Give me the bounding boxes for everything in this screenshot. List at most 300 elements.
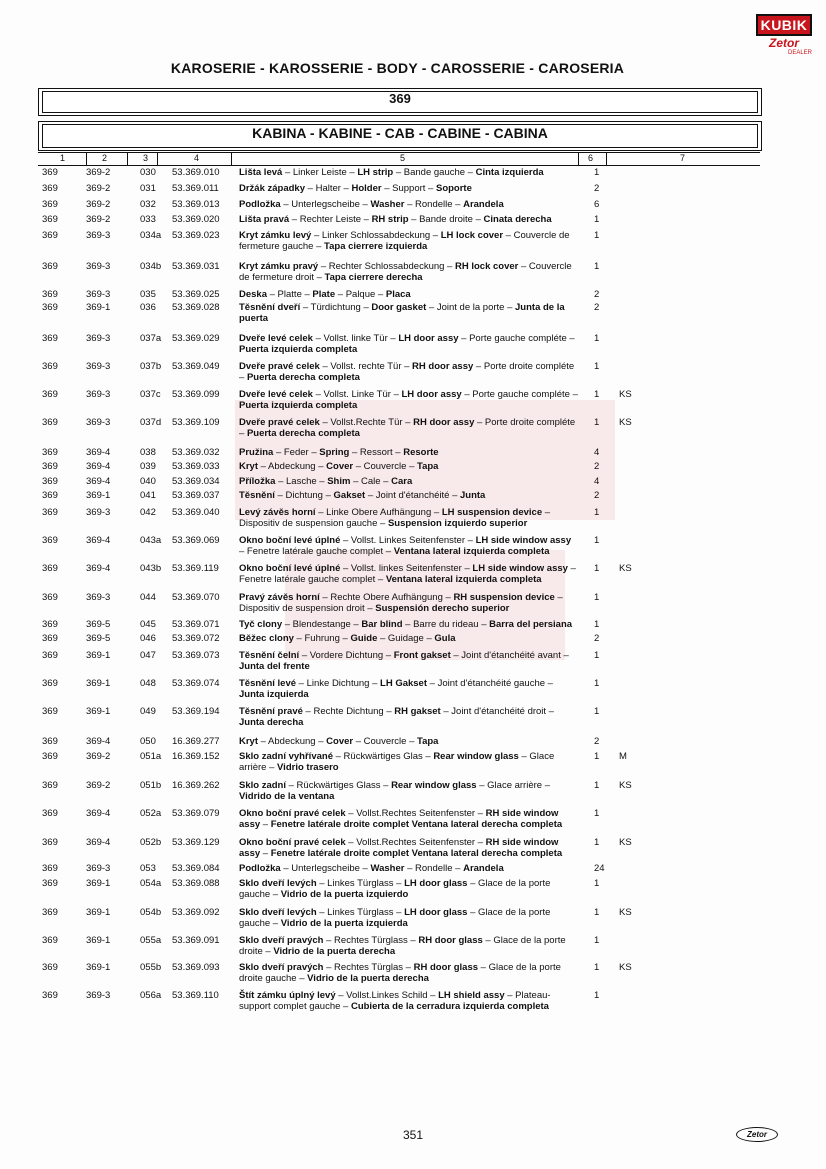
position-cell: 032 [140, 199, 156, 210]
figure-cell: 369-4 [86, 447, 111, 458]
figure-cell: 369-2 [86, 199, 111, 210]
group-cell: 369 [42, 751, 58, 762]
position-cell: 049 [140, 706, 156, 717]
figure-cell: 369-3 [86, 863, 111, 874]
position-cell: 041 [140, 490, 156, 501]
position-cell: 037d [140, 417, 162, 428]
figure-cell: 369-5 [86, 633, 111, 644]
description-en: Cover [326, 736, 354, 747]
description-cz: Lišta pravá [239, 214, 290, 225]
part-number-cell: 53.369.072 [172, 633, 220, 644]
description-de: – Rückwärtiges Glas – [332, 751, 434, 762]
description-fr: – Joint de la porte – [426, 302, 516, 313]
description-de: – Vollst. linkes Seitenfenster – [340, 563, 473, 574]
figure-cell: 369-1 [86, 650, 111, 661]
description-cz: Lišta levá [239, 167, 283, 178]
section-title-box [38, 121, 762, 151]
description-cz: Sklo zadní [239, 780, 286, 791]
part-number-cell: 53.369.092 [172, 907, 220, 918]
group-cell: 369 [42, 289, 58, 300]
position-cell: 037c [140, 389, 161, 400]
figure-cell: 369-2 [86, 183, 111, 194]
col-header-1: 1 [60, 153, 66, 163]
description-cz: Těsnění pravé [239, 706, 303, 717]
description-de: – Linkes Türglass – [316, 907, 405, 918]
description-cz: Držák západky [239, 183, 306, 194]
figure-cell: 369-4 [86, 808, 111, 819]
description-cell [239, 389, 579, 411]
description-cz: Sklo dveří levých [239, 878, 317, 889]
col-header-5: 5 [400, 153, 406, 163]
description-cell [239, 507, 579, 529]
description-de: – Rechtes Türglass – [323, 935, 419, 946]
note-cell: KS [619, 907, 632, 918]
quantity-cell: 1 [594, 167, 600, 178]
quantity-cell: 1 [594, 935, 600, 946]
description-en: Cover [326, 461, 354, 472]
quantity-cell: 2 [594, 461, 600, 472]
group-cell: 369 [42, 990, 58, 1001]
description-cell [239, 447, 579, 458]
part-number-cell: 53.369.099 [172, 389, 220, 400]
col-header-2: 2 [102, 153, 108, 163]
part-number-cell: 53.369.079 [172, 808, 220, 819]
figure-cell: 369-1 [86, 490, 111, 501]
quantity-cell: 1 [594, 214, 600, 225]
note-cell: KS [619, 563, 632, 574]
figure-cell: 369-1 [86, 935, 111, 946]
description-fr: – Couvercle – [353, 736, 417, 747]
figure-cell: 369-3 [86, 361, 111, 372]
group-cell: 369 [42, 476, 58, 487]
description-en: LH door glass [404, 907, 468, 918]
part-number-cell: 53.369.110 [172, 990, 219, 1001]
description-fr: – Glace de la porte droite – [239, 935, 566, 957]
position-cell: 047 [140, 650, 156, 661]
description-cell [239, 563, 579, 585]
quantity-cell: 1 [594, 230, 600, 241]
group-cell: 369 [42, 535, 58, 546]
description-en: LH side window assy [472, 563, 568, 574]
position-cell: 031 [140, 183, 156, 194]
description-es: Vidrido de la ventana [239, 791, 335, 802]
position-cell: 033 [140, 214, 156, 225]
description-cz: Podložka [239, 199, 281, 210]
description-es: Ventana lateral izquierda completa [385, 574, 542, 585]
description-cz: Deska [239, 289, 267, 300]
description-cz: Štít zámku úplný levý [239, 990, 336, 1001]
description-en: Front gakset [393, 650, 451, 661]
description-cz: Sklo dveří pravých [239, 962, 324, 973]
zetor-logo-text: Zetor [769, 36, 799, 50]
quantity-cell: 2 [594, 736, 600, 747]
description-fr: – Glace arrière – [239, 751, 555, 773]
description-en: Plate [312, 289, 336, 300]
description-en: RH suspension device [453, 592, 555, 603]
description-en: Rear window glass [433, 751, 519, 762]
part-number-cell: 16.369.277 [172, 736, 220, 747]
column-header-row [38, 152, 760, 166]
description-de: – Vollst.Rechte Tür – [319, 417, 414, 428]
description-fr: – Joint d'étanchéité – [365, 490, 460, 501]
description-fr: – Joint d'étanchéité droit – [440, 706, 554, 717]
description-cell [239, 261, 579, 283]
group-cell: 369 [42, 592, 58, 603]
figure-cell: 369-3 [86, 261, 111, 272]
part-number-cell: 53.369.013 [172, 199, 220, 210]
position-cell: 035 [140, 289, 156, 300]
figure-cell: 369-3 [86, 507, 111, 518]
description-cell [239, 167, 579, 178]
description-es: Junta [460, 490, 486, 501]
description-de: – Rückwärtiges Glass – [285, 780, 392, 791]
description-cell [239, 935, 579, 957]
quantity-cell: 4 [594, 447, 600, 458]
figure-cell: 369-1 [86, 907, 111, 918]
description-fr: – Support – [381, 183, 436, 194]
note-cell: KS [619, 837, 632, 848]
description-en: Shim [327, 476, 351, 487]
note-cell: KS [619, 780, 632, 791]
kubik-logo-text: KUBIK [756, 14, 812, 36]
position-cell: 043b [140, 563, 162, 574]
description-cz: Těsnění [239, 490, 275, 501]
description-es: Tapa [417, 461, 439, 472]
description-cz: Těsnění dveří [239, 302, 301, 313]
description-es: Placa [385, 289, 411, 300]
description-cell [239, 678, 579, 700]
description-de: – Vollst. rechte Tür – [319, 361, 413, 372]
note-cell: KS [619, 389, 632, 400]
description-fr: – Plateau-support complet gauche – [239, 990, 551, 1012]
figure-cell: 369-1 [86, 878, 111, 889]
quantity-cell: 1 [594, 563, 600, 574]
description-de: – Vollst. Linke Tür – [312, 389, 402, 400]
part-number-cell: 53.369.109 [172, 417, 220, 428]
description-cz: Dveře levé celek [239, 333, 313, 344]
description-cell [239, 751, 579, 773]
description-es: Junta izquierda [239, 689, 309, 700]
description-es: Cubierta de la cerradura izquierda completa [350, 1001, 549, 1012]
part-number-cell: 53.369.010 [172, 167, 220, 178]
figure-cell: 369-4 [86, 736, 111, 747]
description-cz: Těsnění čelní [239, 650, 300, 661]
description-en: LH suspension device [441, 507, 543, 518]
position-cell: 055a [140, 935, 162, 946]
quantity-cell: 2 [594, 183, 600, 194]
group-cell: 369 [42, 563, 58, 574]
figure-cell: 369-4 [86, 837, 111, 848]
position-cell: 037b [140, 361, 162, 372]
group-cell: 369 [42, 907, 58, 918]
group-cell: 369 [42, 361, 58, 372]
note-cell: KS [619, 417, 632, 428]
description-de: – Abdeckung – [258, 461, 327, 472]
group-cell: 369 [42, 183, 58, 194]
description-en: RH door glass [413, 962, 479, 973]
group-cell: 369 [42, 447, 58, 458]
position-cell: 055b [140, 962, 162, 973]
figure-cell: 369-2 [86, 167, 111, 178]
position-cell: 039 [140, 461, 156, 472]
description-fr: – Bande droite – [408, 214, 484, 225]
description-cz: Kryt [239, 736, 259, 747]
quantity-cell: 1 [594, 706, 600, 717]
group-cell: 369 [42, 780, 58, 791]
quantity-cell: 2 [594, 302, 600, 313]
part-number-cell: 53.369.020 [172, 214, 220, 225]
description-de: – Linker Schlossabdeckung – [311, 230, 441, 241]
part-number-cell: 53.369.031 [172, 261, 220, 272]
description-fr: – Ressort – [349, 447, 404, 458]
description-de: – Vordere Dichtung – [299, 650, 394, 661]
figure-cell: 369-3 [86, 289, 111, 300]
description-en: RH lock cover [454, 261, 519, 272]
figure-cell: 369-3 [86, 230, 111, 241]
position-cell: 030 [140, 167, 156, 178]
part-number-cell: 53.369.025 [172, 289, 220, 300]
quantity-cell: 1 [594, 361, 600, 372]
description-fr: – Porte droite compléte – [239, 361, 575, 383]
part-number-cell: 53.369.032 [172, 447, 220, 458]
description-de: – Linkes Türglass – [316, 878, 405, 889]
description-cell [239, 199, 579, 210]
quantity-cell: 1 [594, 751, 600, 762]
figure-cell: 369-3 [86, 592, 111, 603]
note-cell: KS [619, 962, 632, 973]
description-de: – Vollst. Linkes Seitenfenster – [340, 535, 476, 546]
description-es: Junta del frente [239, 661, 310, 672]
description-cell [239, 780, 579, 802]
description-fr: – Porte gauche compléte – [458, 333, 575, 344]
group-cell: 369 [42, 302, 58, 313]
description-es: Vidrio de la puerta derecha [307, 973, 429, 984]
figure-cell: 369-3 [86, 389, 111, 400]
part-number-cell: 53.369.194 [172, 706, 220, 717]
description-de: – Abdeckung – [258, 736, 327, 747]
description-cz: Příložka [239, 476, 276, 487]
quantity-cell: 1 [594, 837, 600, 848]
description-cell [239, 476, 579, 487]
description-de: – Vollst. linke Tür – [312, 333, 399, 344]
description-en: LH door assy [401, 389, 462, 400]
description-en: Rear window glass [391, 780, 477, 791]
description-es: Fenetre latérale droite complet Ventana lateral derecha completa [270, 819, 563, 830]
group-cell: 369 [42, 863, 58, 874]
figure-cell: 369-4 [86, 563, 111, 574]
description-es: Barra del persiana [489, 619, 573, 630]
description-es: Arandela [463, 863, 504, 874]
description-cz: Dveře pravé celek [239, 361, 320, 372]
description-es: Vidrio trasero [277, 762, 339, 773]
description-es: Vidrio de la puerta izquierda [280, 918, 408, 929]
part-number-cell: 53.369.074 [172, 678, 220, 689]
description-fr: – Rondelle – [404, 199, 464, 210]
position-cell: 042 [140, 507, 156, 518]
part-number-cell: 53.369.071 [172, 619, 220, 630]
description-cell [239, 302, 579, 324]
part-number-cell: 53.369.011 [172, 183, 219, 194]
group-cell: 369 [42, 736, 58, 747]
description-es: Puerta izquierda completa [239, 400, 358, 411]
group-cell: 369 [42, 333, 58, 344]
position-cell: 051b [140, 780, 162, 791]
figure-cell: 369-1 [86, 962, 111, 973]
description-cell [239, 907, 579, 929]
position-cell: 052b [140, 837, 162, 848]
description-es: Fenetre latérale droite complet Ventana lateral derecha completa [270, 848, 563, 859]
description-en: Holder [351, 183, 382, 194]
group-cell: 369 [42, 678, 58, 689]
description-fr: – Fenetre latérale gauche complet – [239, 563, 576, 585]
part-number-cell: 53.369.070 [172, 592, 220, 603]
description-cell [239, 592, 579, 614]
description-es: Arandela [463, 199, 504, 210]
quantity-cell: 4 [594, 476, 600, 487]
description-cell [239, 230, 579, 252]
part-number-cell: 16.369.262 [172, 780, 220, 791]
description-en: LH strip [357, 167, 394, 178]
figure-cell: 369-2 [86, 214, 111, 225]
col-header-3: 3 [143, 153, 149, 163]
position-cell: 046 [140, 633, 156, 644]
position-cell: 054b [140, 907, 162, 918]
quantity-cell: 1 [594, 962, 600, 973]
group-cell: 369 [42, 633, 58, 644]
description-cell [239, 417, 579, 439]
part-number-cell: 53.369.088 [172, 878, 220, 889]
quantity-cell: 24 [594, 863, 605, 874]
description-en: Gakset [333, 490, 366, 501]
note-cell: M [619, 751, 627, 762]
quantity-cell: 1 [594, 389, 600, 400]
description-en: Guide [350, 633, 378, 644]
group-cell: 369 [42, 962, 58, 973]
quantity-cell: 1 [594, 907, 600, 918]
description-fr: – Couvercle de fermeture droit – [239, 261, 572, 283]
description-es: Cinata derecha [483, 214, 552, 225]
description-es: Gula [434, 633, 456, 644]
description-es: Cinta izquierda [475, 167, 544, 178]
figure-cell: 369-4 [86, 476, 111, 487]
description-de: – Rechter Leiste – [289, 214, 372, 225]
description-cz: Dveře pravé celek [239, 417, 320, 428]
group-number-box [38, 88, 762, 116]
description-es: Junta derecha [239, 717, 304, 728]
description-en: Spring [319, 447, 350, 458]
description-en: LH lock cover [440, 230, 504, 241]
description-cz: Levý závěs horní [239, 507, 316, 518]
quantity-cell: 1 [594, 333, 600, 344]
quantity-cell: 1 [594, 878, 600, 889]
group-cell: 369 [42, 261, 58, 272]
part-number-cell: 53.369.119 [172, 563, 219, 574]
description-fr: – Cale – [350, 476, 392, 487]
group-cell: 369 [42, 808, 58, 819]
part-number-cell: 53.369.129 [172, 837, 220, 848]
description-cz: Sklo dveří levých [239, 907, 317, 918]
description-en: RH strip [371, 214, 409, 225]
description-cell [239, 361, 579, 383]
description-cz: Okno boční pravé celek [239, 808, 346, 819]
description-cz: Kryt zámku pravý [239, 261, 319, 272]
description-cell [239, 490, 579, 501]
description-de: – Lasche – [275, 476, 328, 487]
position-cell: 056a [140, 990, 162, 1001]
description-cz: Sklo dveří pravých [239, 935, 324, 946]
description-fr: – Dispositiv de suspension droit – [239, 592, 563, 614]
quantity-cell: 1 [594, 535, 600, 546]
description-de: – Rechte Obere Aufhängung – [319, 592, 454, 603]
description-en: LH door assy [398, 333, 459, 344]
description-en: RH door assy [412, 361, 474, 372]
description-cz: Okno boční levé úplné [239, 535, 341, 546]
page-title: KAROSERIE - KAROSSERIE - BODY - CAROSSERIE - CAROSERIA [170, 60, 625, 76]
description-de: – Rechter Schlossabdeckung – [318, 261, 455, 272]
description-cell [239, 289, 579, 300]
description-fr: – Couvercle de fermeture gauche – [239, 230, 570, 252]
group-cell: 369 [42, 650, 58, 661]
part-number-cell: 53.369.069 [172, 535, 220, 546]
section-title: KABINA - KABINE - CAB - CABINE - CABINA [252, 125, 548, 141]
description-cell [239, 535, 579, 557]
figure-cell: 369-3 [86, 990, 111, 1001]
description-fr: – Barre du rideau – [402, 619, 490, 630]
description-es: Puerta derecha completa [246, 428, 360, 439]
description-fr: – Rondelle – [404, 863, 464, 874]
description-fr: – Glace de la porte gauche – [239, 907, 551, 929]
dealer-text: DEALER [787, 50, 812, 56]
description-de: – Halter – [305, 183, 352, 194]
description-en: LH Gakset [380, 678, 428, 689]
description-de: – Feder – [273, 447, 320, 458]
position-cell: 053 [140, 863, 156, 874]
group-cell: 369 [42, 507, 58, 518]
part-number-cell: 53.369.040 [172, 507, 220, 518]
position-cell: 051a [140, 751, 162, 762]
kubik-logo [756, 14, 812, 56]
description-en: RH door assy [413, 417, 475, 428]
description-de: – Blendestange – [282, 619, 362, 630]
description-fr: – Guidage – [377, 633, 435, 644]
description-fr: – Glace de la porte droite gauche – [239, 962, 561, 984]
col-header-4: 4 [194, 153, 200, 163]
description-cz: Pravý závěs horní [239, 592, 320, 603]
description-fr: – Bande gauche – [393, 167, 476, 178]
part-number-cell: 53.369.029 [172, 333, 220, 344]
description-de: – Rechtes Türglas – [323, 962, 414, 973]
description-cell [239, 461, 579, 472]
group-cell: 369 [42, 214, 58, 225]
position-cell: 037a [140, 333, 162, 344]
part-number-cell: 53.369.073 [172, 650, 220, 661]
description-de: – Vollst.Rechtes Seitenfenster – [345, 837, 486, 848]
group-cell: 369 [42, 167, 58, 178]
description-fr: – [260, 848, 271, 859]
part-number-cell: 53.369.049 [172, 361, 220, 372]
description-fr: – Joint d'étanchéité avant – [450, 650, 569, 661]
description-de: – Türdichtung – [300, 302, 372, 313]
description-es: Puerta derecha completa [246, 372, 360, 383]
description-cz: Pružina [239, 447, 274, 458]
figure-cell: 369-2 [86, 780, 111, 791]
figure-cell: 369-3 [86, 333, 111, 344]
description-de: – Unterlegscheibe – [280, 863, 371, 874]
part-number-cell: 53.369.033 [172, 461, 220, 472]
description-fr: – Glace arrière – [476, 780, 550, 791]
description-fr: – Glace de la porte gauche – [239, 878, 551, 900]
description-fr: – Dispositiv de suspension gauche – [239, 507, 551, 529]
